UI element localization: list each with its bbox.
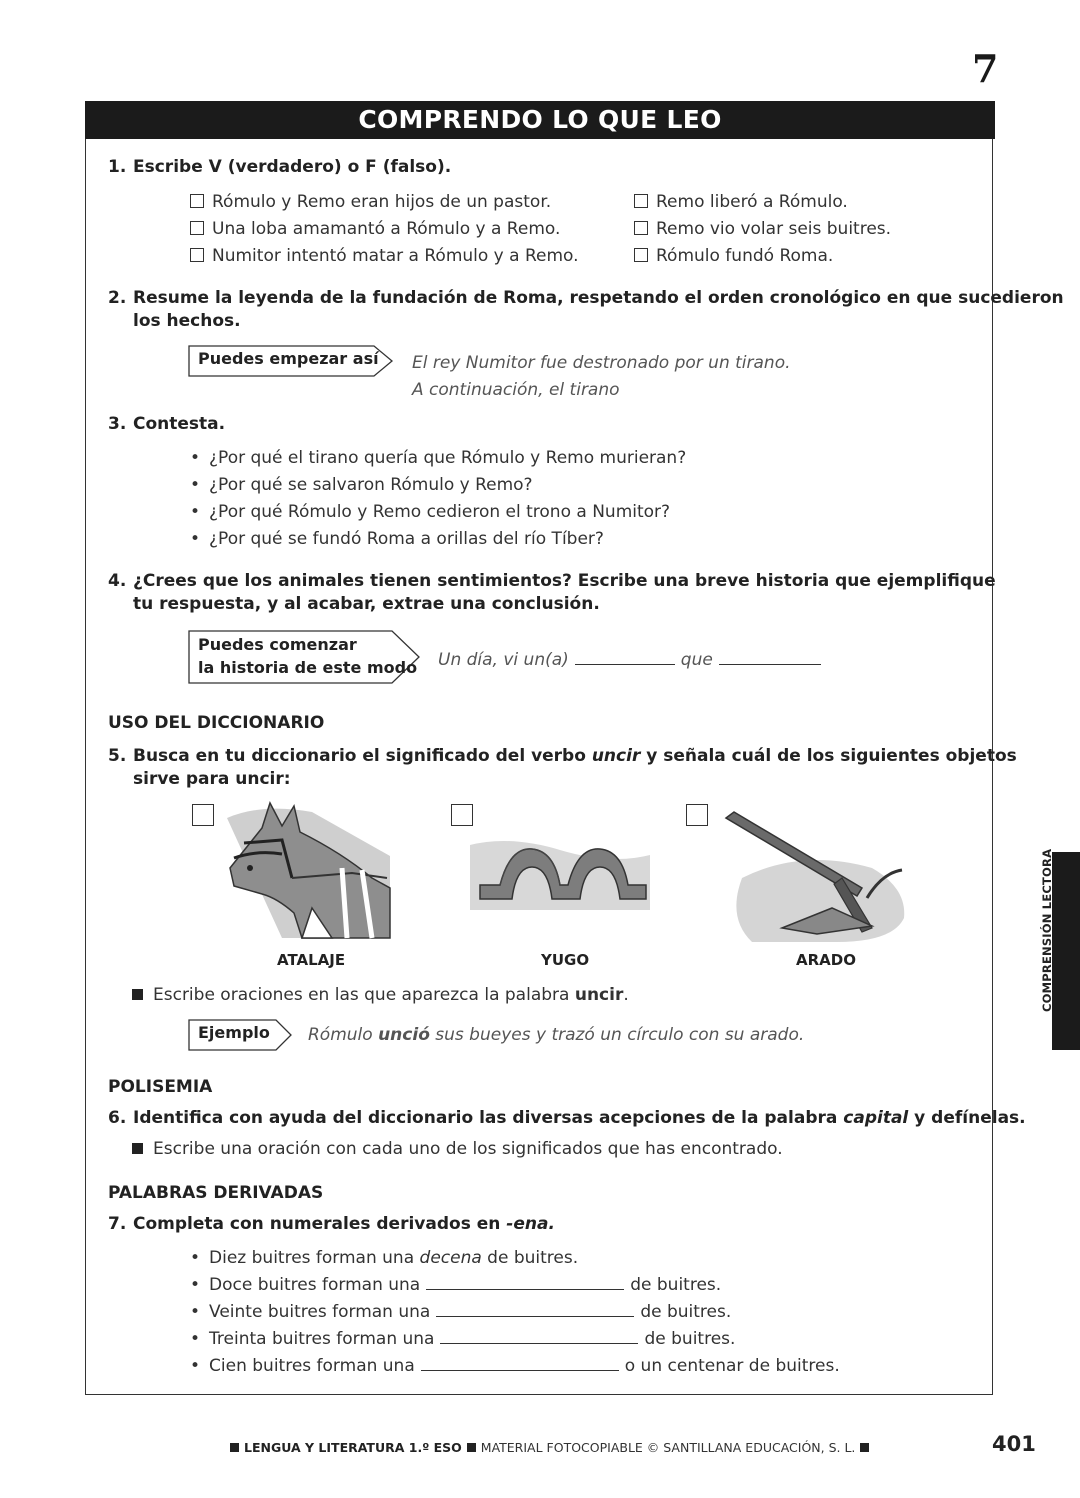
- unit-number: 7: [972, 46, 999, 91]
- list-item: • Cien buitres forman una o un centenar de buitres.: [190, 1353, 840, 1380]
- q4-prompt: 4. ¿Crees que los animales tienen sentimientos? Escribe una breve historia que ejemplifique tu respuesta, y al acabar, extrae una conclusión.: [108, 571, 996, 614]
- answer-blank[interactable]: [426, 1288, 624, 1290]
- answer-blank[interactable]: [436, 1315, 634, 1317]
- yugo-illustration: [470, 835, 655, 915]
- example-text: Rómulo unció sus bueyes y trazó un círculo con su arado.: [308, 1025, 805, 1045]
- q2-hint-tag: Puedes empezar así: [188, 345, 398, 377]
- answer-blank[interactable]: [440, 1342, 638, 1344]
- checkbox[interactable]: [190, 248, 204, 262]
- image-caption: YUGO: [541, 951, 590, 969]
- list-item: • ¿Por qué Rómulo y Remo cedieron el trono a Numitor?: [190, 499, 686, 526]
- checkbox[interactable]: [190, 194, 204, 208]
- q2-hint-text: El rey Numitor fue destronado por un tirano. A continuación, el tirano: [412, 353, 791, 400]
- q1-statement: Rómulo fundó Roma.: [634, 243, 891, 270]
- q3-bullets: [190, 445, 686, 553]
- checkbox[interactable]: [192, 804, 214, 826]
- q1-statement: Una loba amamantó a Rómulo y a Remo.: [190, 216, 579, 243]
- q7-prompt: 7. Completa con numerales derivados en -ena.: [108, 1214, 555, 1234]
- q1-left-column: [190, 189, 579, 270]
- q1-right-column: [634, 189, 891, 270]
- list-item: • Veinte buitres forman una de buitres.: [190, 1299, 840, 1326]
- list-item: • ¿Por qué se salvaron Rómulo y Remo?: [190, 472, 686, 499]
- checkbox[interactable]: [634, 248, 648, 262]
- image-caption: ARADO: [796, 951, 856, 969]
- arado-illustration: [722, 808, 910, 946]
- q5-subtask: Escribe oraciones en las que aparezca la palabra uncir.: [132, 985, 629, 1005]
- example-tag: Ejemplo: [188, 1019, 298, 1051]
- atalaje-illustration: [222, 798, 392, 940]
- answer-blank[interactable]: [719, 663, 821, 665]
- list-item: • ¿Por qué el tirano quería que Rómulo y Remo murieran?: [190, 445, 686, 472]
- q1-statement: Remo liberó a Rómulo.: [634, 189, 891, 216]
- footer: LENGUA Y LITERATURA 1.º ESO MATERIAL FOTOCOPIABLE © SANTILLANA EDUCACIÓN, S. L.: [225, 1440, 874, 1455]
- checkbox[interactable]: [451, 804, 473, 826]
- image-caption: ATALAJE: [277, 951, 346, 969]
- section-heading-polysemy: POLISEMIA: [108, 1077, 213, 1097]
- q6-subtask: Escribe una oración con cada uno de los significados que has encontrado.: [132, 1139, 783, 1159]
- side-tab-label: COMPRENSIÓN LECTORA: [1040, 848, 1054, 1012]
- answer-blank[interactable]: [421, 1369, 619, 1371]
- square-bullet-icon: [860, 1443, 869, 1452]
- answer-blank[interactable]: [575, 663, 675, 665]
- checkbox[interactable]: [190, 221, 204, 235]
- section-heading-derived: PALABRAS DERIVADAS: [108, 1183, 324, 1203]
- q2-prompt: 2. Resume la leyenda de la fundación de Roma, respetando el orden cronológico en que sucedieron los hechos.: [108, 288, 1064, 331]
- square-bullet-icon: [230, 1443, 239, 1452]
- q4-hint-tag: Puedes comenzar la historia de este modo: [188, 630, 423, 685]
- q5-prompt: 5. Busca en tu diccionario el significado del verbo uncir y señala cuál de los siguientes objetos sirve para uncir:: [108, 746, 1017, 789]
- q1-statement: Rómulo y Remo eran hijos de un pastor.: [190, 189, 579, 216]
- q1-prompt: 1. Escribe V (verdadero) o F (falso).: [108, 157, 452, 177]
- q1-statement: Remo vio volar seis buitres.: [634, 216, 891, 243]
- q1-statement: Numitor intentó matar a Rómulo y a Remo.: [190, 243, 579, 270]
- list-item: • Diez buitres forman una decena de buitres.: [190, 1245, 840, 1272]
- checkbox[interactable]: [634, 194, 648, 208]
- list-item: • Treinta buitres forman una de buitres.: [190, 1326, 840, 1353]
- page-title: COMPRENDO LO QUE LEO: [85, 101, 995, 139]
- square-bullet-icon: [467, 1443, 476, 1452]
- checkbox[interactable]: [686, 804, 708, 826]
- list-item: • ¿Por qué se fundó Roma a orillas del río Tíber?: [190, 526, 686, 553]
- q4-hint-text: Un día, vi un(a) que: [438, 650, 827, 670]
- list-item: • Doce buitres forman una de buitres.: [190, 1272, 840, 1299]
- section-heading-dictionary: USO DEL DICCIONARIO: [108, 713, 325, 733]
- q6-prompt: 6. Identifica con ayuda del diccionario las diversas acepciones de la palabra capital y defínelas.: [108, 1108, 1026, 1128]
- q3-prompt: 3. Contesta.: [108, 414, 226, 434]
- checkbox[interactable]: [634, 221, 648, 235]
- side-tab: [1052, 852, 1080, 1050]
- page-number: 401: [992, 1432, 1036, 1456]
- q7-items: [190, 1245, 840, 1380]
